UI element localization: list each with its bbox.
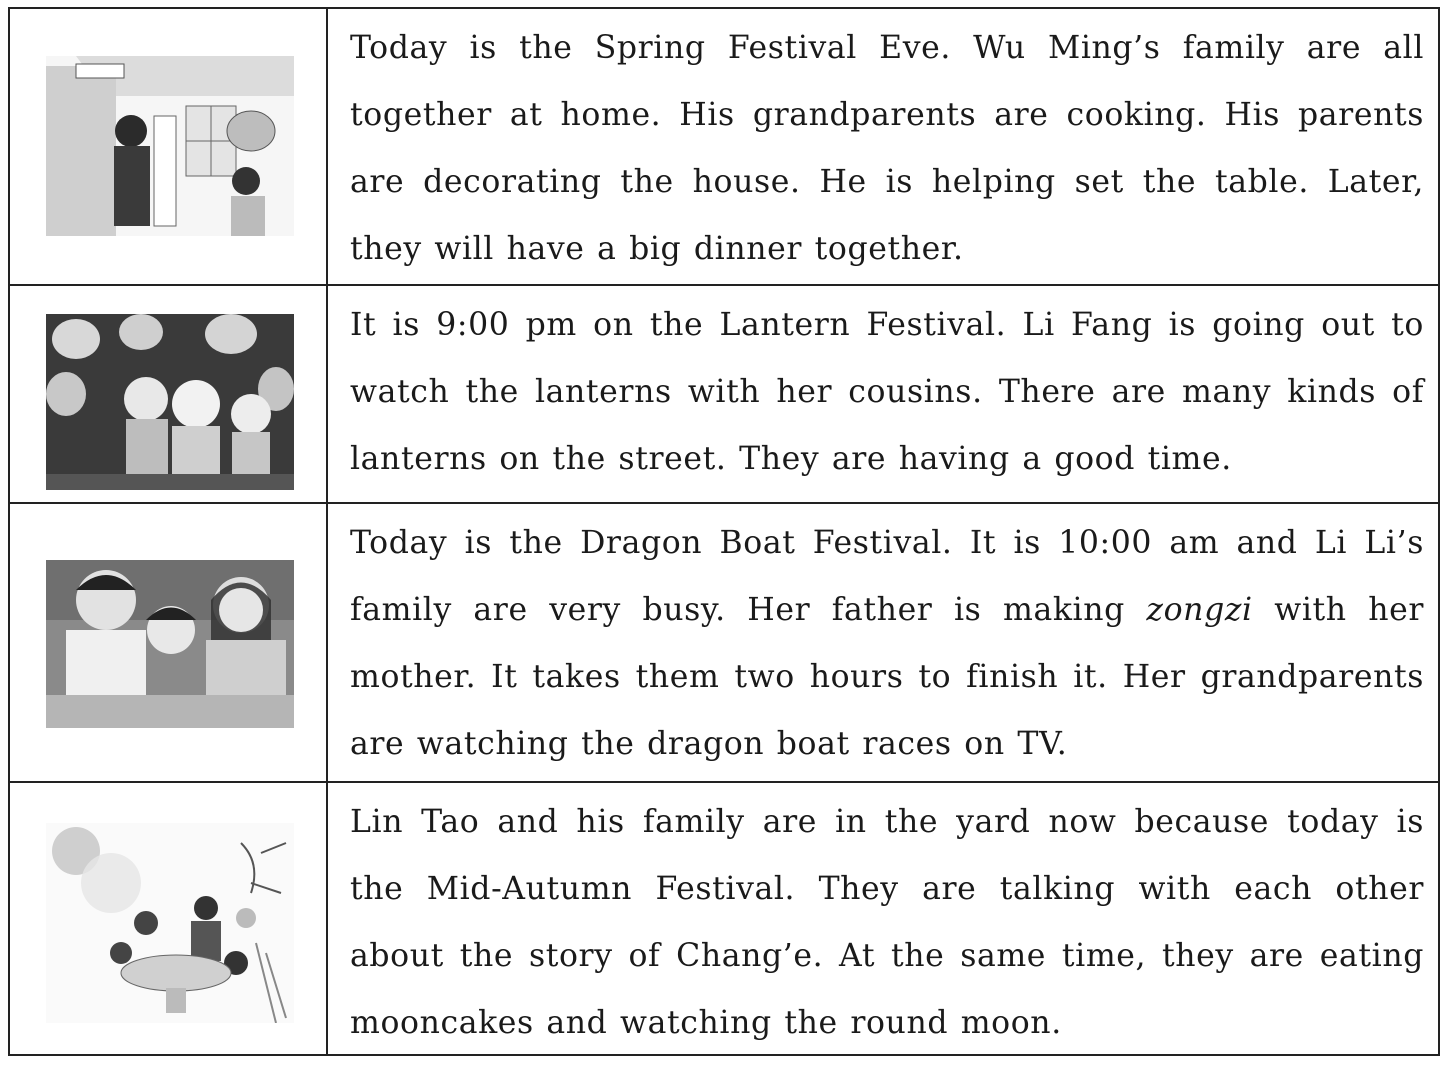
text-cell [328,286,1438,502]
passage-text [350,510,1424,778]
passage-text-end: with her mother. It takes them two hours to finish it. Her grandparents are watching the dragon boat races on TV. [350,592,1424,762]
text-cell [328,783,1438,1054]
picture-cell [10,783,328,1054]
table-row [10,286,1438,504]
picture-cell [10,9,328,284]
picture-cell [10,286,328,502]
passage-text: Lin Tao and his family are in the yard now because today is the Mid-Autumn Festival. They are talking with each other about the story of Chang’e. At the same time, they are eating mooncakes and watching the round moon. [350,804,1424,1041]
lantern-festival-illustration [46,314,294,490]
dragon-boat-festival-illustration [46,560,294,728]
table-row [10,504,1438,783]
text-cell [328,9,1438,284]
festival-table [8,7,1440,1056]
passage-text: It is 9:00 pm on the Lantern Festival. Li Fang is going out to watch the lanterns with her cousins. There are many kinds of lanterns on the street. They are having a good time. [350,307,1424,477]
passage-text: Today is the Spring Festival Eve. Wu Ming’s family are all together at home. His grandparents are cooking. His parents are decorating the house. He is helping set the table. Later, they will have a big dinner together. [350,30,1424,267]
table-row [10,9,1438,286]
mid-autumn-festival-illustration [46,823,294,1023]
passage-italic-word: zongzi [1146,592,1253,628]
picture-cell [10,504,328,781]
text-cell [328,504,1438,781]
table-row [10,783,1438,1054]
passage-text-start: Today is the Dragon Boat Festival. It is 10:00 am and Li Li’s family are very busy. Her father is making [350,525,1424,628]
spring-festival-illustration [46,56,294,236]
